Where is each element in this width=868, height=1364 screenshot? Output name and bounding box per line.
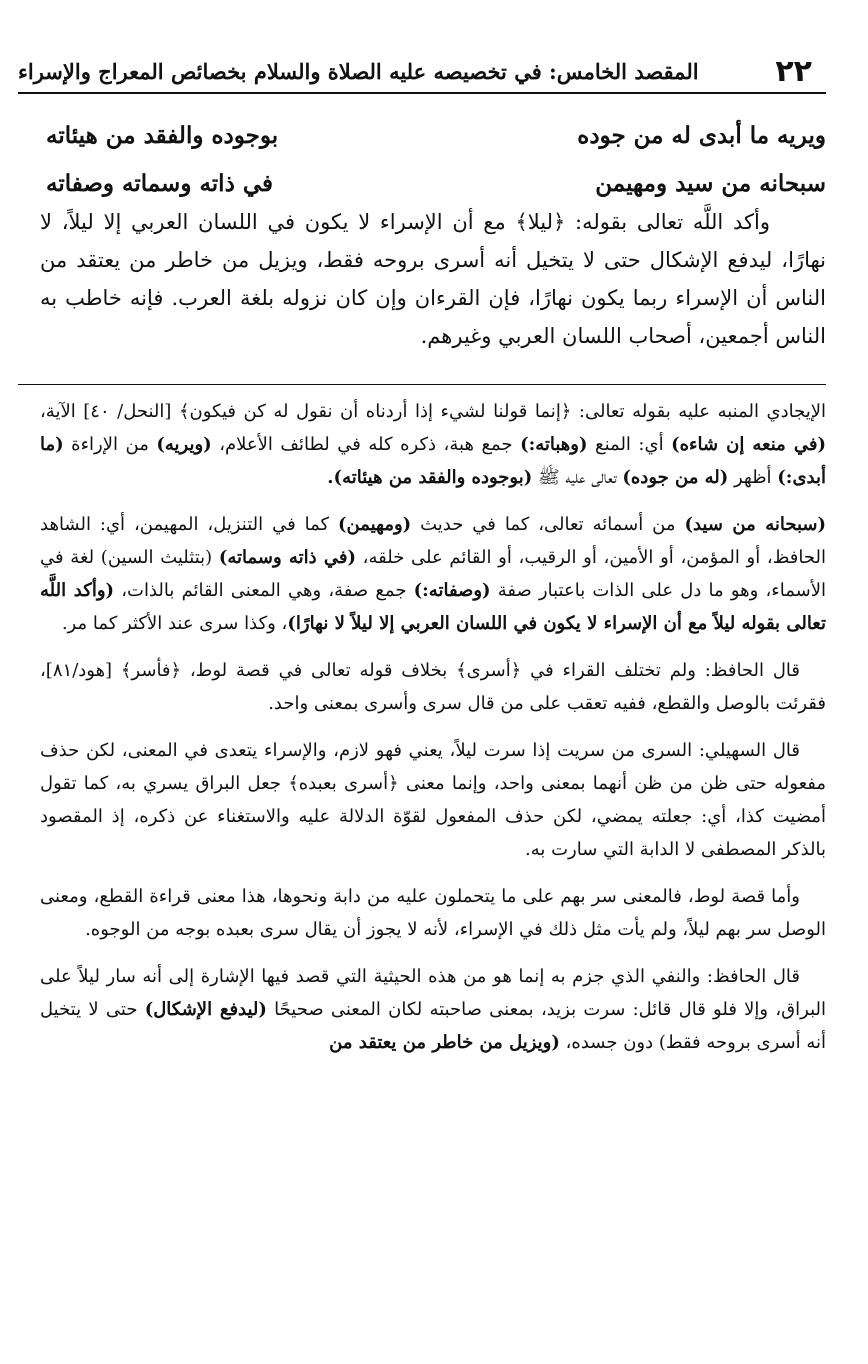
verse-second-hemistich: بوجوده والفقد من هيئاته bbox=[46, 122, 279, 149]
commentary-text: جمع صفة، وهي المعنى القائم بالذات، bbox=[114, 580, 414, 601]
footnote-divider bbox=[18, 384, 826, 385]
commentary-text: جمع هبة، ذكره كله في لطائف الأعلام، bbox=[211, 434, 521, 455]
commentary-text: حتى لا يتخيل أنه أسرى بروحه فقط) دون جسده، bbox=[40, 999, 826, 1053]
commentary-paragraph bbox=[40, 395, 826, 494]
commentary-text: قال الحافظ: والنفي الذي جزم به إنما هو من هذه الحيثية التي قصد فيها الإشارة إلى أنه سار ليلاً على البراق، وإلا فلو قال قائل: سرت بزيد، بمعنى صاحبته لكان المعنى صحيحًا bbox=[40, 966, 826, 1020]
commentary-quote: (في ذاته وسماته) bbox=[218, 547, 356, 568]
commentary-quote: (ليدفع الإشكال) bbox=[144, 999, 267, 1020]
verse-second-hemistich: في ذاته وسماته وصفاته bbox=[46, 170, 273, 197]
commentary-quote: (سبحانه من سيد) bbox=[684, 514, 826, 535]
commentary-paragraph: وأما قصة لوط، فالمعنى سر بهم على ما يتحملون عليه من دابة ونحوها، هذا معنى قراءة القطع، ومعنى الوصل سر بهم ليلاً، ولم يأت مثل ذلك في الإسراء، لأنه لا يجوز أن يقال سرى بعبده بوجه من الوجوه. bbox=[40, 886, 826, 940]
commentary-quote: (ويريه) bbox=[156, 434, 212, 455]
commentary-quote: (ما أبدى:) bbox=[40, 434, 826, 488]
commentary-quote: (وهباته:) bbox=[520, 434, 588, 455]
main-text bbox=[40, 203, 826, 355]
commentary-quote: (وأكد اللَّه تعالى بقوله ليلاً مع أن الإسراء لا يكون في اللسان العربي إلا ليلاً لا نهارًا) bbox=[40, 580, 826, 634]
commentary-paragraph: قال الحافظ: ولم تختلف القراء في ﴿أسرى﴾ بخلاف قوله تعالى في قصة لوط، ﴿فأسر﴾ [هود/٨١]، فقرئت بالوصل والقطع، ففيه تعقب على من قال سرى وأسرى بمعنى واحد. bbox=[40, 660, 826, 714]
commentary-quote: (وصفاته:) bbox=[413, 580, 491, 601]
page-number: ٢٢ bbox=[775, 53, 812, 89]
commentary-text: أي: المنع bbox=[587, 434, 672, 455]
commentary-quote: (ومهيمن) bbox=[337, 514, 412, 535]
commentary-quote: (له من جوده) bbox=[622, 467, 729, 488]
commentary-paragraph: قال السهيلي: السرى من سريت إذا سرت ليلاً، يعني فهو لازم، والإسراء يتعدى في المعنى، لكن حذف مفعوله حتى ظن من ظن أنهما بمعنى واحد، وإنما معنى ﴿أسرى بعبده﴾ جعل البراق يسري به، كما تقول أمضيت كذا، أي: جعلته يمضي، لكن حذف المفعول لقوّة الدلالة عليه والاستغناء عن ذكره، إذ المقصود بالذكر المصطفى لا الدابة التي سارت به. bbox=[40, 740, 826, 860]
commentary-section bbox=[40, 395, 826, 1073]
commentary-text: أظهر bbox=[728, 467, 778, 488]
verse-line bbox=[46, 112, 826, 160]
commentary-quote: (ويزيل من خاطر من يعتقد من bbox=[329, 1032, 560, 1053]
poem-verses bbox=[46, 112, 826, 208]
commentary-text: ، وكذا سرى عند الأكثر كما مر. bbox=[61, 613, 288, 634]
commentary-paragraph bbox=[40, 960, 826, 1059]
commentary-text: (بتثليث السين) لغة في الأسماء، وهو ما دل على الذات باعتبار صفة bbox=[40, 547, 827, 601]
commentary-quote: (في منعه إن شاءه) bbox=[671, 434, 826, 455]
commentary-text: الإيجادي المنبه عليه بقوله تعالى: ﴿إنما قولنا لشيء إذا أردناه أن نقول له كن فيكون﴾ [النحل/ ٤٠] الآية، bbox=[40, 401, 826, 422]
running-title: المقصد الخامس: في تخصيصه عليه الصلاة والسلام بخصائص المعراج والإسراء bbox=[18, 58, 699, 84]
commentary-text: من الإراءة bbox=[63, 434, 157, 455]
commentary-text: كما في التنزيل، المهيمن، أي: الشاهد الحافظ، أو المؤمن، أو الأمين، أو الرقيب، أو القائم على خلقه، bbox=[40, 514, 826, 568]
page-header bbox=[18, 50, 826, 94]
verse-first-hemistich: ويريه ما أبدى له من جوده bbox=[577, 122, 826, 149]
commentary-text: من أسمائه تعالى، كما في حديث bbox=[411, 514, 685, 535]
verse-first-hemistich: سبحانه من سيد ومهيمن bbox=[595, 170, 826, 197]
commentary-quote: (بوجوده والفقد من هيئاته). bbox=[327, 467, 533, 488]
commentary-text: تعالى عليه ﷺ bbox=[532, 467, 623, 488]
commentary-paragraph bbox=[40, 508, 826, 640]
verse-line bbox=[46, 160, 826, 208]
main-paragraph: وأكد اللَّه تعالى بقوله: ﴿ليلا﴾ مع أن الإسراء لا يكون في اللسان العربي إلا ليلاً، لا نهارًا، ليدفع الإشكال حتى لا يتخيل أنه أسرى بروحه فقط، ويزيل من خاطر من يعتقد من الناس أن الإسراء ربما يكون نهارًا، فإن القرءان وإن كان نزوله بلغة العرب. فإنه خاطب به الناس أجمعين، أصحاب اللسان العربي وغيرهم. bbox=[40, 210, 826, 348]
